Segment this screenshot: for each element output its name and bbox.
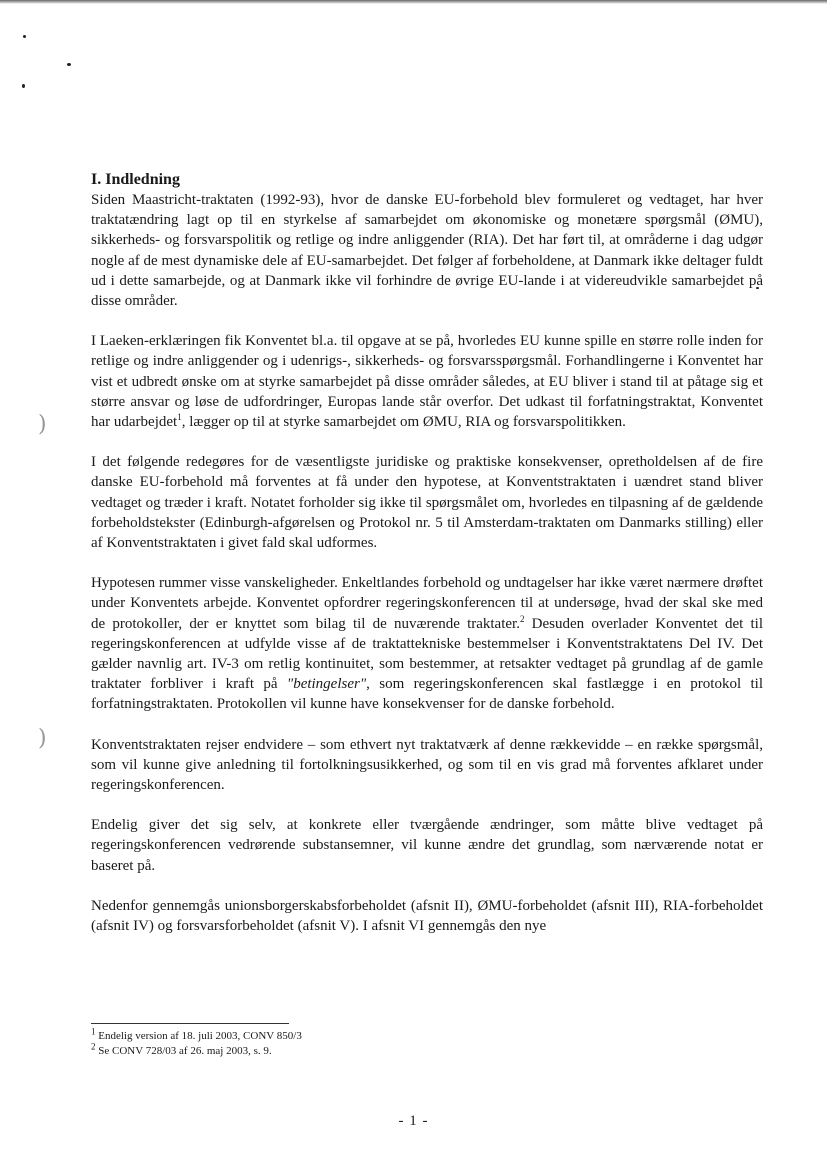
paragraph-2-tail: , lægger op til at styrke samarbejdet om ØMU, RIA og forsvarspolitikken. xyxy=(181,414,626,431)
paragraph-4 xyxy=(91,573,763,714)
punch-hole-mark: ) xyxy=(38,726,47,751)
paragraph-2 xyxy=(91,331,763,432)
footnote-2-text: Se CONV 728/03 af 26. maj 2003, s. 9. xyxy=(98,1045,272,1057)
scan-speck xyxy=(67,63,71,66)
paragraph-6: Endelig giver det sig selv, at konkrete eller tværgående ændringer, som måtte blive vedtaget på regeringskonferencen vedrørende substansemner, vil kunne ændre det grundlag, som nærværende notat er baseret på. xyxy=(91,817,763,874)
section-heading: I. Indledning xyxy=(91,171,180,188)
footnote-1-number: 1 xyxy=(91,1026,96,1037)
page-number: - 1 - xyxy=(398,1113,429,1129)
footnote-rule xyxy=(91,1023,289,1024)
paragraph-7: Nedenfor gennemgås unionsborgerskabsforbeholdet (afsnit II), ØMU-forbeholdet (afsnit III), RIA-forbeholdet (afsnit IV) og forsvarsforbeholdet (afsnit V). I afsnit VI gennemgås den nye xyxy=(91,897,763,935)
paragraph-5: Konventstraktaten rejser endvidere – som ethvert nyt traktatværk af denne rækkevidde – en række spørgsmål, som vil kunne give anledning til fortolkningsusikkerhed, og som til en vis grad må forventes afklaret under regeringskonferencen. xyxy=(91,736,763,794)
paragraph-2-text: I Laeken-erklæringen fik Konventet bl.a. til opgave at se på, hvorledes EU kunne spille en større rolle inden for retlige og indre anliggender og i udenrigs-, sikkerheds- og forsvarsspørgsmål. Forhandlingerne i Konventet har vist et udbredt ønske om at styrke samarbejdet på disse områder således, at EU bliver i stand til at påtage sig et større ansvar og løse de udfordringer, Europas lande står overfor. Det udkast til forfatningstraktat, Konventet har udarbejdet xyxy=(91,333,763,431)
footnote-2-number: 2 xyxy=(91,1041,96,1052)
scan-edge xyxy=(0,0,827,4)
paragraph-4-part3: , som regeringskonferencen skal fastlægge i en protokol til forfatningstraktaten. Protokollen vil kunne have konsekvenser for de danske forbehold. xyxy=(91,676,764,713)
scan-speck xyxy=(22,84,25,88)
footnotes xyxy=(91,1023,591,1059)
punch-hole-mark: ) xyxy=(38,412,47,437)
footnote-1-text: Endelig version af 18. juli 2003, CONV 850/3 xyxy=(98,1030,302,1042)
footnote-2 xyxy=(91,1041,591,1059)
scan-speck xyxy=(23,35,26,38)
paragraph-1: Siden Maastricht-traktaten (1992-93), hvor de danske EU-forbehold blev formuleret og vedtaget, har hver traktatændring lagt op til en styrkelse af samarbejdet om økonomiske og monetære spørgsmål (ØMU), sikkerheds- og forsvarspolitik og retlige og indre anliggender (RIA). Det har ført til, at områderne i dag udgør nogle af de mest dynamiske dele af EU-samarbejdet. Det følger af forbeholdene, at Danmark ikke deltager fuldt ud i dette samarbejde, og at Danmark ikke vil forhindre de øvrige EU-lande i at videreudvikle samarbejdet på disse områder. xyxy=(91,192,763,310)
paragraph-3: I det følgende redegøres for de væsentligste juridiske og praktiske konsekvenser, opretholdelsen af de fire danske EU-forbehold må forventes at få under den hypotese, at Konventstraktaten i uændret stand bliver vedtaget og træder i kraft. Notatet forholder sig ikke til spørgsmålet om, hvorledes en tilpasning af de gældende forbeholdstekster (Edinburgh-afgørelsen og Protokol nr. 5 til Amsterdam-traktaten om Danmarks stilling) eller af Konventstraktaten i givet fald skal udformes. xyxy=(91,454,763,552)
paragraph-4-italic: "betingelser" xyxy=(286,676,367,693)
paragraph-4-text: Hypotesen rummer visse vanskeligheder. Enkeltlandes forbehold og undtagelser har ikke været nærmere drøftet under Konventets arbejde. Konventet opfordrer regeringskonferencen til at undersøge, hvad der skal ske med de protokoller, der er knyttet som bilag til de nuværende traktater. xyxy=(91,575,763,632)
footnote-1 xyxy=(91,1026,591,1044)
document-body xyxy=(91,170,763,956)
footnote-ref-1[interactable]: 1 xyxy=(177,412,182,423)
paragraph-4-part2: Desuden overlader Konventet det til regeringskonferencen at udfylde visse af de traktattekniske bestemmelser i Konventstraktatens Del IV. Det gælder navnlig art. IV-3 om retlig kontinuitet, som bestemmer, at retsakter vedtaget på grundlag af de gamle traktater forbliver i kraft på xyxy=(91,615,763,693)
footnote-ref-2[interactable]: 2 xyxy=(519,613,525,624)
